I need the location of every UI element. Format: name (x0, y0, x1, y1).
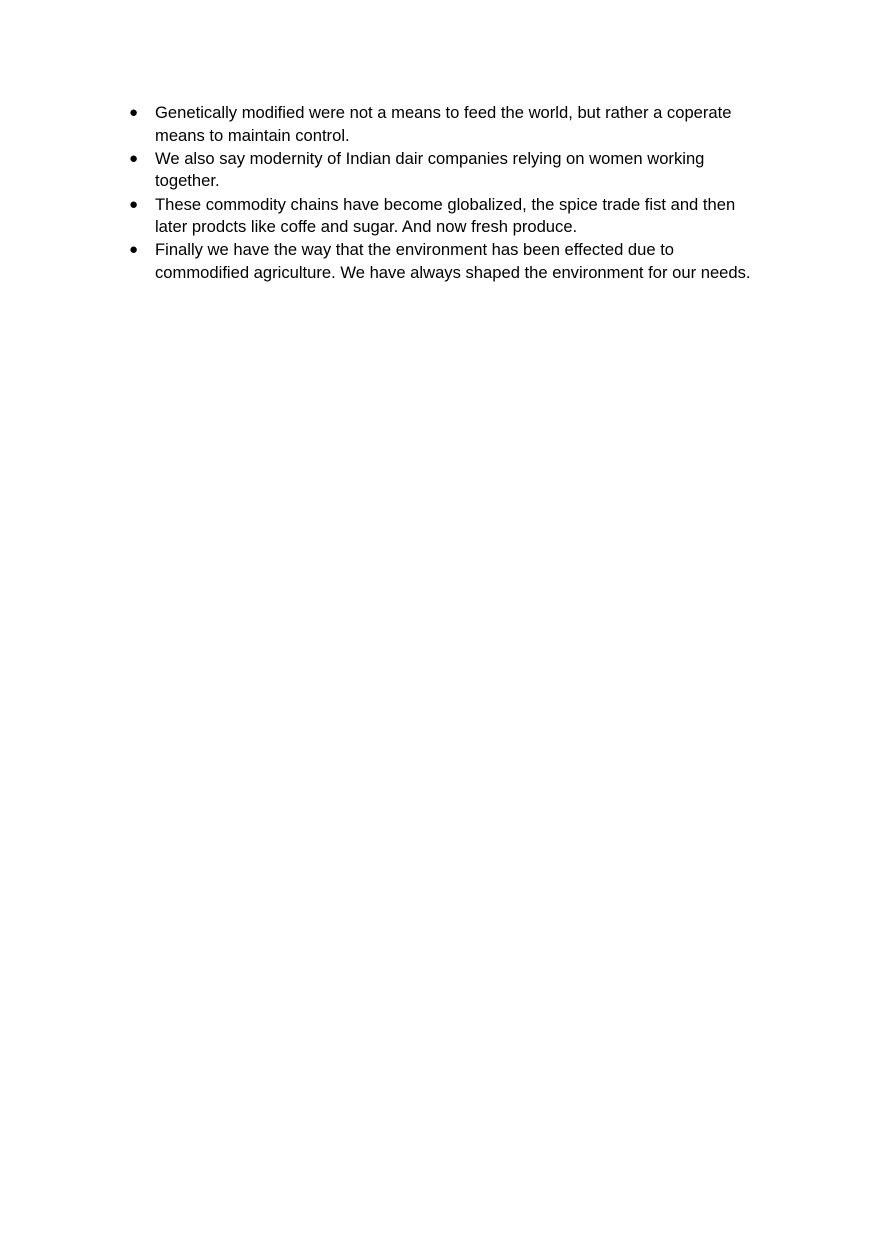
bullet-marker: ● (129, 149, 139, 167)
list-item-line: together. (155, 171, 220, 191)
list-item-line: means to maintain control. (155, 125, 350, 145)
list-item-line: Genetically modified were not a means to feed the world, but rather a coperate (155, 103, 732, 122)
list-item-line: Finally we have the way that the environment has been effected due to (155, 240, 675, 260)
list-item (131, 194, 811, 239)
list-item (131, 239, 811, 284)
list-item (131, 102, 811, 147)
bullet-marker: ● (129, 195, 139, 213)
bullet-list (131, 102, 811, 285)
bullet-marker: ● (129, 104, 139, 121)
list-item (131, 148, 811, 193)
list-item-line: These commodity chains have become globalized, the spice trade fist and then (155, 194, 736, 214)
list-item-line: commodified agriculture. We have always shaped the environment for our needs. (155, 262, 751, 282)
list-item-line: later prodcts like coffe and sugar. And now fresh produce. (155, 217, 578, 237)
bullet-marker: ● (129, 241, 139, 259)
list-item-line: We also say modernity of Indian dair companies relying on women working (155, 148, 705, 168)
